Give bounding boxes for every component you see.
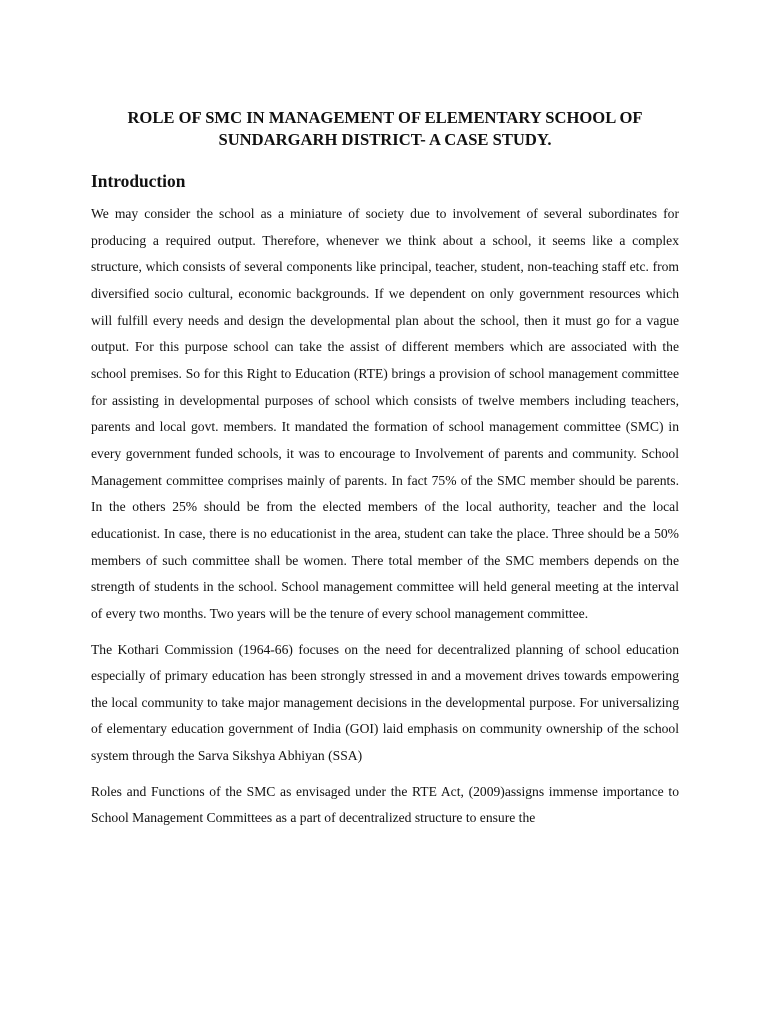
section-heading-introduction: Introduction: [91, 171, 186, 191]
paragraph-2: The Kothari Commission (1964-66) focuses on the need for decentralized planning of school education especially of primary education has been strongly stressed in and a movement drives towards empowering the local community to take major management decisions in the developmental purpose. For universalizing of elementary education government of India (GOI) laid emphasis on community ownership of the school system through the Sarva Sikshya Abhiyan (SSA): [91, 641, 679, 764]
paragraph-1: We may consider the school as a miniature of society due to involvement of several subordinates for producing a required output. Therefore, whenever we think about a school, it seems like a complex structure, which consists of several components like principal, teacher, student, non-teaching staff etc. from diversified socio cultural, economic backgrounds. If we dependent on only government resources which will fulfill every needs and design the developmental plan about the school, then it must go for a vague output. For this purpose school can take the assist of different members which are associated with the school premises. So for this Right to Education (RTE) brings a provision of school management committee for assisting in developmental purposes of school which consists of twelve members including teachers, parents and local govt. members. It mandated the formation of school management committee (SMC) in every government funded schools, it was to encourage to Involvement of parents and community. School Management committee comprises mainly of parents. In fact 75% of the SMC member should be parents. In the others 25% should be from the elected members of the local authority, teacher and the local educationist. In case, there is no educationist in the area, student can take the place. Three should be a 50% members of such committee shall be women. There total member of the SMC members depends on the strength of students in the school. School management committee will held general meeting at the interval of every two months. Two years will be the tenure of every school management committee.: [91, 206, 679, 621]
paragraph-3: Roles and Functions of the SMC as envisaged under the RTE Act, (2009)assigns immense importance to School Management Committees as a part of decentralized structure to ensure the: [91, 783, 679, 826]
title-line-1: ROLE OF SMC IN MANAGEMENT OF ELEMENTARY SCHOOL OF: [127, 108, 643, 127]
title-line-2: SUNDARGARH DISTRICT- A CASE STUDY.: [218, 130, 552, 149]
document-title: [91, 0, 679, 151]
